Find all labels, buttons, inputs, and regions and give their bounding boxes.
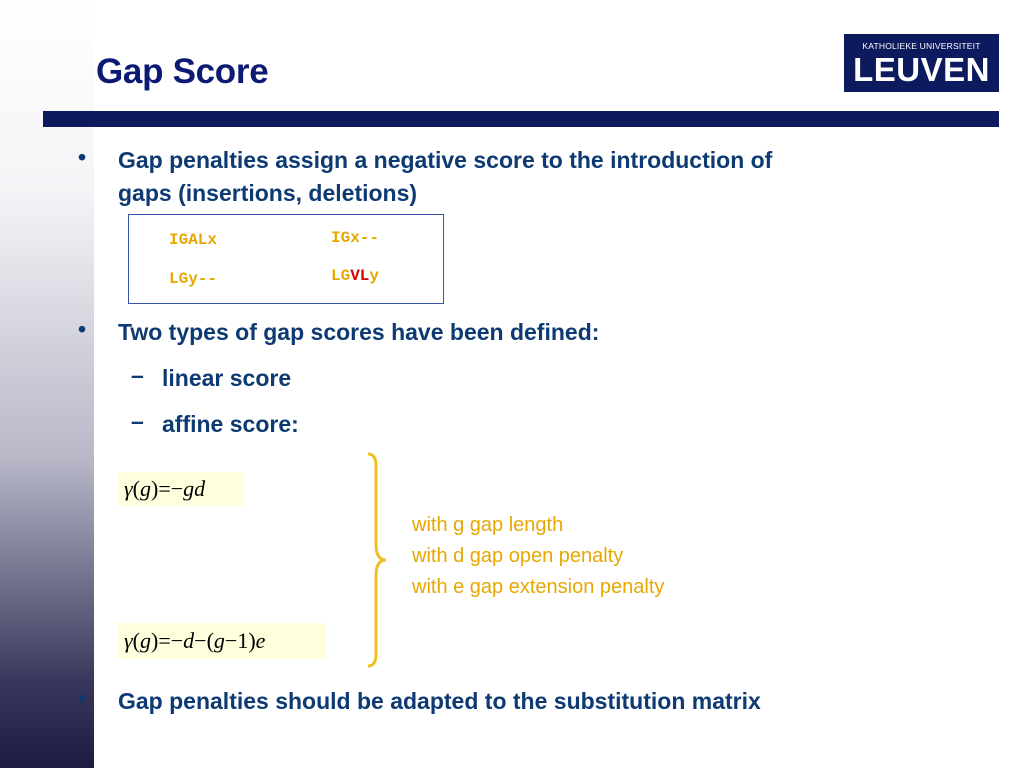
bullet-1-line-1: Gap penalties assign a negative score to the introduction of [118,147,773,173]
formula-minus: − [224,628,238,653]
formula-equals: = [158,476,171,501]
formula-paren: ( [132,628,140,653]
bullet-marker: • [78,316,87,342]
formula-minus: − [170,476,184,501]
formula-paren: ) [248,628,256,653]
alignment-example-box [128,214,444,304]
formula-paren: ( [132,476,140,501]
note-gap-open-penalty: with d gap open penalty [412,545,624,567]
formula-var: g [213,628,225,653]
sub-bullet-marker: – [131,408,144,434]
sub-bullet-linear: linear score [162,365,292,391]
sub-bullet-marker: – [131,362,144,388]
formula-gamma: γ [124,628,133,653]
bullet-marker: • [78,144,87,170]
alignment-right-bottom-c: y [369,267,380,285]
university-logo [844,34,999,92]
note-gap-length: with g gap length [412,514,564,536]
logo-main-text: LEUVEN [853,51,990,88]
bullet-marker: • [78,685,87,711]
sub-bullet-affine: affine score: [162,411,299,437]
slide-title: Gap Score [96,52,269,91]
formula-var: g [140,628,151,653]
bullet-1-line-2: gaps (insertions, deletions) [118,180,418,206]
alignment-right-bottom-a: LG [331,267,351,285]
title-rule [43,111,999,127]
formula-var: d [183,628,195,653]
bullet-3-line-1: Gap penalties should be adapted to the substitution matrix [118,688,761,714]
alignment-right-bottom [331,267,379,285]
alignment-left-bottom: LGy-- [169,270,218,288]
formula-var: e [255,628,266,653]
alignment-left-top: IGALx [169,231,218,249]
logo-top-text: KATHOLIEKE UNIVERSITEIT [862,41,981,51]
formula-var: g [140,476,151,501]
formula-minus: − [170,628,184,653]
note-gap-extension-penalty: with e gap extension penalty [412,576,665,598]
formula-paren: ( [206,628,214,653]
alignment-right-bottom-highlight: VL [350,267,370,285]
formula-number: 1 [237,628,249,653]
curly-brace-icon [362,452,392,668]
formula-paren: ) [151,628,159,653]
formula-var: gd [183,476,206,501]
alignment-right-top: IGx-- [331,229,380,247]
formula-gamma: γ [124,476,133,501]
affine-formula [118,623,326,659]
bullet-2-line-1: Two types of gap scores have been defined: [118,319,600,345]
formula-equals: = [158,628,171,653]
linear-formula [118,472,244,506]
formula-paren: ) [151,476,159,501]
formula-minus: − [194,628,207,653]
